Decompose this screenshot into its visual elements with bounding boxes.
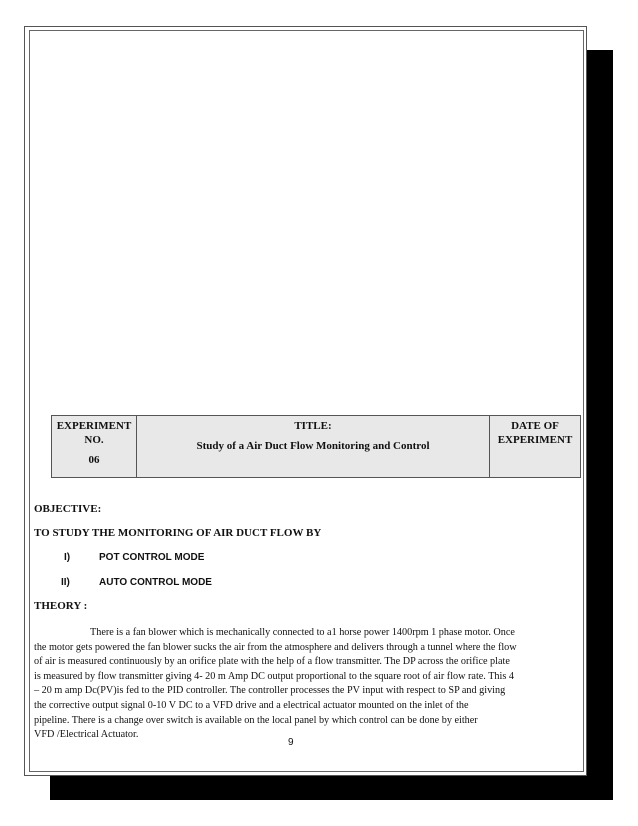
experiment-label-no: NO. xyxy=(84,434,104,446)
theory-line: of air is measured continuously by an orifice plate with the help of a flow transmitter. The DP across the orifice plate xyxy=(34,656,510,668)
experiment-number: 06 xyxy=(88,454,100,466)
experiment-header-table xyxy=(51,415,581,478)
theory-line: There is a fan blower which is mechanically connected to a1 horse power 1400rpm 1 phase motor. Once xyxy=(90,627,515,638)
list-numeral-1: I) xyxy=(64,552,71,563)
theory-paragraph xyxy=(34,626,544,743)
date-label: DATE OF xyxy=(511,420,559,432)
theory-heading: THEORY : xyxy=(34,600,88,612)
theory-line: VFD /Electrical Actuator. xyxy=(34,729,139,741)
date-label-experiment: EXPERIMENT xyxy=(497,434,573,446)
experiment-title: Study of a Air Duct Flow Monitoring and Control xyxy=(196,440,430,452)
experiment-label: EXPERIMENT xyxy=(56,420,132,432)
theory-line: pipeline. There is a change over switch is available on the local panel by which control can be done by either xyxy=(34,714,478,726)
date-cell xyxy=(490,416,581,478)
page-number: 9 xyxy=(288,737,294,748)
objective-heading: OBJECTIVE: xyxy=(34,503,102,515)
theory-line: the motor gets powered the fan blower sucks the air from the atmosphere and delivers through a tunnel where the flow xyxy=(34,641,517,653)
list-item-auto-control: AUTO CONTROL MODE xyxy=(99,577,212,588)
title-label: TITLE: xyxy=(294,420,332,432)
theory-line: is measured by flow transmitter giving 4- 20 m Amp DC output proportional to the square root of air flow rate. This 4 xyxy=(34,670,514,682)
theory-line: the corrective output signal 0-10 V DC to a VFD drive and a electrical actuator mounted on the inlet of the xyxy=(34,699,469,711)
title-cell xyxy=(137,416,490,478)
list-numeral-2: II) xyxy=(61,577,70,588)
list-item-pot-control: POT CONTROL MODE xyxy=(99,552,205,563)
experiment-number-cell xyxy=(52,416,137,478)
objective-statement: TO STUDY THE MONITORING OF AIR DUCT FLOW BY xyxy=(34,527,322,539)
theory-line: – 20 m amp Dc(PV)is fed to the PID controller. The controller processes the PV input with respect to SP and giving xyxy=(34,685,506,697)
